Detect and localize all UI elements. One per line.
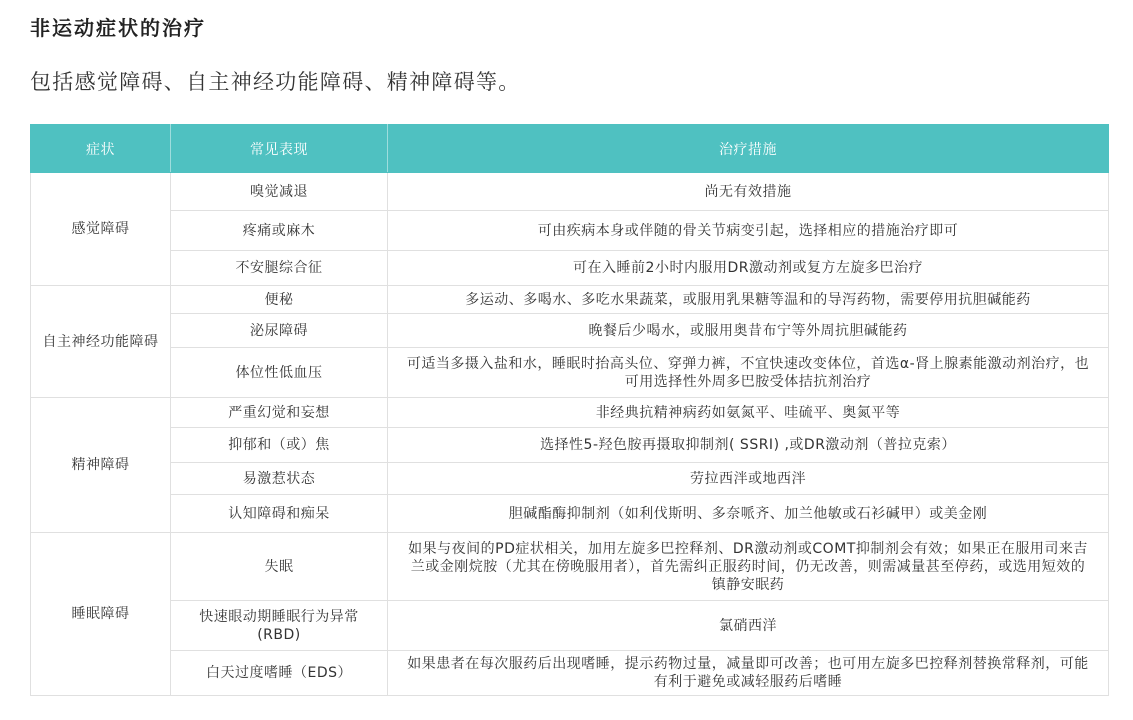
- treatment-cell: 选择性5-羟色胺再摄取抑制剂( SSRI) ,或DR激动剂（普拉克索）: [388, 428, 1109, 463]
- table-row: [31, 428, 1109, 463]
- manifestation-cell: 失眠: [171, 533, 388, 601]
- treatment-cell: 多运动、多喝水、多吃水果蔬菜，或服用乳果糖等温和的导泻药物，需要停用抗胆碱能药: [388, 286, 1109, 314]
- manifestation-cell: 快速眼动期睡眠行为异常(RBD): [171, 601, 388, 651]
- treatment-cell: 如果与夜间的PD症状相关，加用左旋多巴控释剂、DR激动剂或COMT抑制剂会有效；如果正在服用司来吉兰或金刚烷胺（尤其在傍晚服用者），首先需纠正服药时间，仍无改善，则需减量甚至停药，或选用短效的镇静安眠药: [388, 533, 1109, 601]
- manifestation-cell: 体位性低血压: [171, 348, 388, 398]
- header-cell-treatment: 治疗措施: [388, 125, 1109, 173]
- symptom-group-cell: 感觉障碍: [31, 173, 171, 286]
- table-row: [31, 533, 1109, 601]
- manifestation-cell: 疼痛或麻木: [171, 211, 388, 251]
- treatment-cell: 尚无有效措施: [388, 173, 1109, 211]
- treatment-cell: 可适当多摄入盐和水，睡眠时抬高头位、穿弹力裤，不宜快速改变体位，首选α-肾上腺素能激动剂治疗，也可用选择性外周多巴胺受体拮抗剂治疗: [388, 348, 1109, 398]
- treatment-cell: 可由疾病本身或伴随的骨关节病变引起，选择相应的措施治疗即可: [388, 211, 1109, 251]
- table-row: [31, 495, 1109, 533]
- header-cell-symptom: 症状: [31, 125, 171, 173]
- treatment-cell: 晚餐后少喝水，或服用奥昔布宁等外周抗胆碱能药: [388, 314, 1109, 348]
- manifestation-cell: 易激惹状态: [171, 463, 388, 495]
- page-title: 非运动症状的治疗: [30, 16, 206, 40]
- table-row: [31, 601, 1109, 651]
- table-row: [31, 463, 1109, 495]
- manifestation-cell: 认知障碍和痴呆: [171, 495, 388, 533]
- manifestation-cell: 嗅觉减退: [171, 173, 388, 211]
- table-row: [31, 651, 1109, 696]
- treatment-cell: 可在入睡前2小时内服用DR激动剂或复方左旋多巴治疗: [388, 251, 1109, 286]
- table-row: [31, 251, 1109, 286]
- table-header-row: [31, 125, 1109, 173]
- page-subtitle: 包括感觉障碍、自主神经功能障碍、精神障碍等。: [30, 70, 521, 94]
- table-row: [31, 211, 1109, 251]
- symptom-group-cell: 睡眠障碍: [31, 533, 171, 696]
- manifestation-cell: 便秘: [171, 286, 388, 314]
- treatment-table: [30, 124, 1109, 696]
- treatment-cell: 如果患者在每次服药后出现嗜睡，提示药物过量，减量即可改善；也可用左旋多巴控释剂替换常释剂，可能有利于避免或减轻服药后嗜睡: [388, 651, 1109, 696]
- symptom-group-cell: 精神障碍: [31, 398, 171, 533]
- table-row: [31, 286, 1109, 314]
- table-row: [31, 314, 1109, 348]
- manifestation-cell: 泌尿障碍: [171, 314, 388, 348]
- treatment-cell: 胆碱酯酶抑制剂（如利伐斯明、多奈哌齐、加兰他敏或石衫碱甲）或美金刚: [388, 495, 1109, 533]
- manifestation-cell: 抑郁和（或）焦: [171, 428, 388, 463]
- manifestation-cell: 不安腿综合征: [171, 251, 388, 286]
- treatment-cell: 劳拉西泮或地西泮: [388, 463, 1109, 495]
- table-row: [31, 173, 1109, 211]
- symptom-group-cell: 自主神经功能障碍: [31, 286, 171, 398]
- table-row: [31, 348, 1109, 398]
- treatment-cell: 氯硝西洋: [388, 601, 1109, 651]
- treatment-cell: 非经典抗精神病药如氨氮平、哇硫平、奥氮平等: [388, 398, 1109, 428]
- manifestation-cell: 白天过度嗜睡（EDS）: [171, 651, 388, 696]
- header-cell-manifestation: 常见表现: [171, 125, 388, 173]
- manifestation-cell: 严重幻觉和妄想: [171, 398, 388, 428]
- table-row: [31, 398, 1109, 428]
